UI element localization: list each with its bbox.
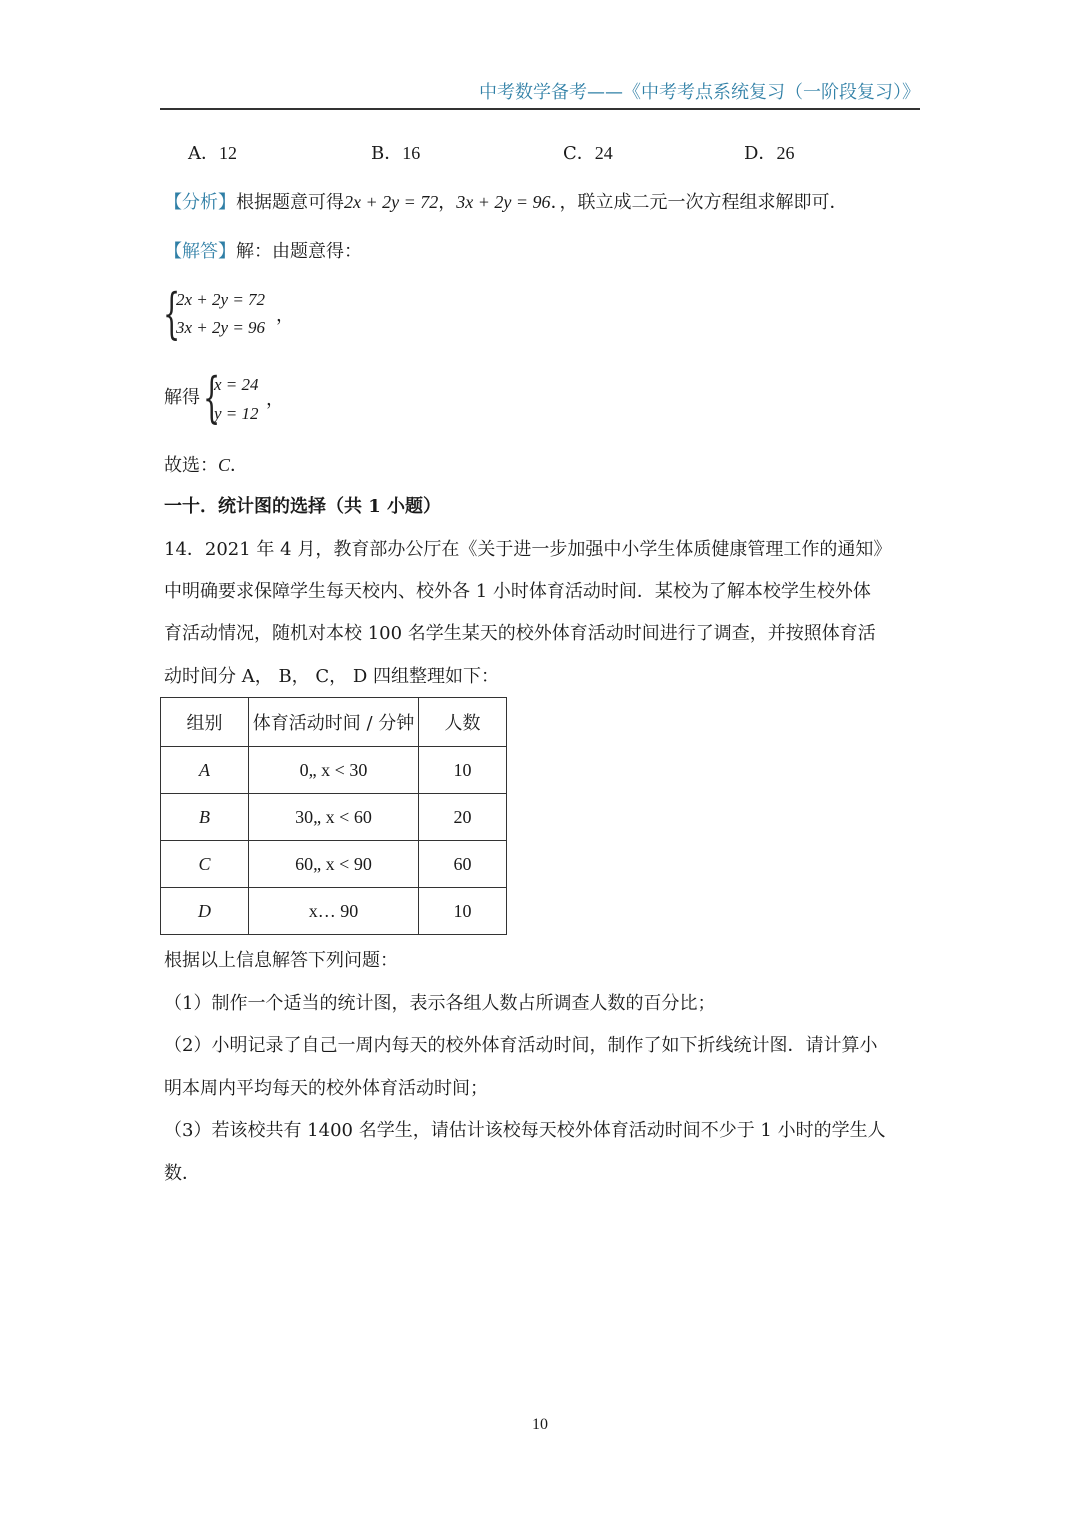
question-1: （1）制作一个适当的统计图，表示各组人数占所调查人数的百分比； xyxy=(164,993,716,1014)
option-c: C．24 xyxy=(563,143,613,164)
solution-intro: 【解答】解：由题意得： xyxy=(164,241,362,262)
equation-1: 2x + 2y = 72 xyxy=(344,192,439,212)
question-2-line-1: （2）小明记录了自己一周内每天的校外体育活动时间，制作了如下折线统计图．请计算小 xyxy=(164,1035,878,1056)
table-cell-count: 10 xyxy=(419,747,507,794)
table-row xyxy=(161,747,507,794)
table-cell-group: A xyxy=(161,747,249,794)
table-cell-range: 60„ x < 90 xyxy=(249,841,419,888)
system-eq-1: 2x + 2y = 72 xyxy=(176,290,266,309)
left-brace-icon: { xyxy=(203,366,221,429)
equation-2: 3x + 2y = 96 xyxy=(456,192,551,212)
result-comma: ， xyxy=(266,389,284,410)
question-3-line-2: 数． xyxy=(164,1163,200,1184)
table-header: 组别 xyxy=(161,698,249,747)
left-brace-icon: { xyxy=(163,282,181,345)
table-cell-count: 60 xyxy=(419,841,507,888)
questions-intro: 根据以上信息解答下列问题： xyxy=(164,950,398,971)
section-title: 一十．统计图的选择（共 1 小题） xyxy=(164,496,442,517)
table-header: 体育活动时间 / 分钟 xyxy=(249,698,419,747)
page-header: 中考数学备考——《中考考点系统复习（一阶段复习）》 xyxy=(479,82,920,103)
option-d: D．26 xyxy=(744,143,795,164)
option-a: A．12 xyxy=(188,143,237,164)
table-row xyxy=(161,841,507,888)
choice-line: 故选：C． xyxy=(164,455,249,476)
solved-label: 解得 xyxy=(164,387,200,408)
option-b: B．16 xyxy=(371,143,421,164)
choice-answer: C xyxy=(218,455,231,475)
question-3-line-1: （3）若该校共有 1400 名学生，请估计该校每天校外体育活动时间不少于 1 小时的学生人 xyxy=(164,1120,886,1141)
table-cell-group: B xyxy=(161,794,249,841)
question-2-line-2: 明本周内平均每天的校外体育活动时间； xyxy=(164,1078,488,1099)
system-eq-2: 3x + 2y = 96 xyxy=(176,318,266,337)
table-cell-count: 10 xyxy=(419,888,507,935)
table-cell-group: C xyxy=(161,841,249,888)
table-row xyxy=(161,888,507,935)
table-row xyxy=(161,794,507,841)
table-cell-range: 30„ x < 60 xyxy=(249,794,419,841)
problem-line-3: 育活动情况，随机对本校 100 名学生某天的校外体育活动时间进行了调查，并按照体育活 xyxy=(164,623,876,644)
solution-tag: 【解答】 xyxy=(164,241,236,262)
page-number: 10 xyxy=(532,1416,548,1433)
table-cell-range: x… 90 xyxy=(249,888,419,935)
table-cell-count: 20 xyxy=(419,794,507,841)
table-cell-group: D xyxy=(161,888,249,935)
system-comma: ， xyxy=(276,305,294,326)
header-divider xyxy=(160,108,920,110)
data-table xyxy=(160,697,507,935)
result-y: y = 12 xyxy=(214,404,259,423)
analysis-tag: 【分析】 xyxy=(164,192,236,213)
problem-line-1: 14．2021 年 4 月，教育部办公厅在《关于进一步加强中小学生体质健康管理工作的通知》 xyxy=(164,539,892,560)
problem-line-4: 动时间分 A， B， C， D 四组整理如下： xyxy=(164,666,500,687)
result-x: x = 24 xyxy=(214,375,259,394)
table-header: 人数 xyxy=(419,698,507,747)
table-header-row xyxy=(161,698,507,747)
analysis-line: 【分析】根据题意可得2x + 2y = 72，3x + 2y = 96．，联立成二元一次方程组求解即可． xyxy=(164,192,848,213)
problem-line-2: 中明确要求保障学生每天校内、校外各 1 小时体育活动时间．某校为了解本校学生校外体 xyxy=(164,581,871,602)
table-cell-range: 0„ x < 30 xyxy=(249,747,419,794)
